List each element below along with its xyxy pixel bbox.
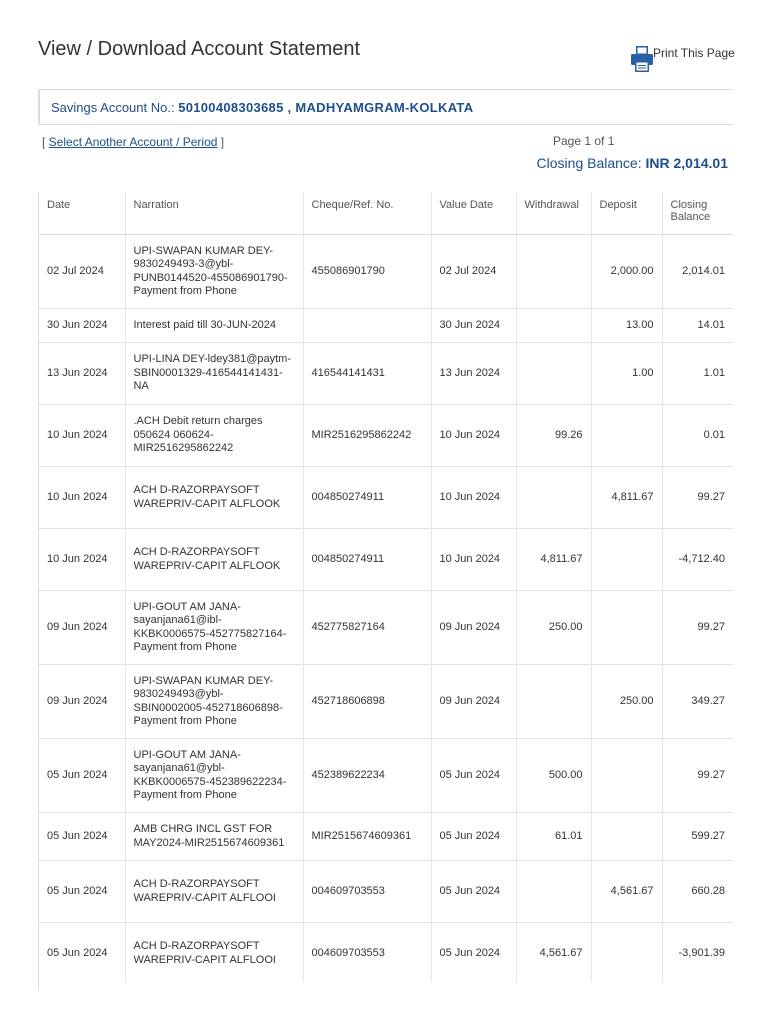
cell-narration: UPI-GOUT AM JANA-sayanjana61@ibl-KKBK0006575-452775827164-Payment from Phone xyxy=(125,591,303,665)
cell-date: 05 Jun 2024 xyxy=(39,813,125,861)
cell-ref: 004609703553 xyxy=(303,923,431,983)
cell-closing-balance: 14.01 xyxy=(662,309,733,343)
cell-ref: 452389622234 xyxy=(303,739,431,813)
account-bar xyxy=(38,89,733,125)
cell-date: 13 Jun 2024 xyxy=(39,343,125,405)
cell-narration: UPI-GOUT AM JANA-sayanjana61@ybl-KKBK0006575-452389622234-Payment from Phone xyxy=(125,739,303,813)
cell-value-date: 05 Jun 2024 xyxy=(431,923,516,983)
cell-ref: MIR2516295862242 xyxy=(303,405,431,467)
select-another-account-link[interactable]: Select Another Account / Period xyxy=(48,135,218,149)
cell-closing-balance: 660.28 xyxy=(662,861,733,923)
cell-narration: Interest paid till 30-JUN-2024 xyxy=(125,309,303,343)
cell-date: 05 Jun 2024 xyxy=(39,861,125,923)
print-page-button[interactable] xyxy=(631,44,741,74)
cell-value-date: 05 Jun 2024 xyxy=(431,813,516,861)
cell-deposit xyxy=(591,923,662,983)
cell-deposit xyxy=(591,405,662,467)
cell-date: 10 Jun 2024 xyxy=(39,529,125,591)
cell-withdrawal: 4,561.67 xyxy=(516,923,591,983)
cell-date: 30 Jun 2024 xyxy=(39,309,125,343)
bracket-open: [ xyxy=(42,135,49,149)
cell-closing-balance: 2,014.01 xyxy=(662,235,733,309)
cell-narration: ACH D-RAZORPAYSOFT WAREPRIV-CAPIT ALFLOOK xyxy=(125,467,303,529)
table-row xyxy=(39,309,733,343)
account-info xyxy=(51,100,473,115)
table-row xyxy=(39,665,733,739)
cell-value-date: 10 Jun 2024 xyxy=(431,529,516,591)
cell-closing-balance: 349.27 xyxy=(662,665,733,739)
header-deposit: Deposit xyxy=(591,192,662,235)
table-row xyxy=(39,467,733,529)
cell-closing-balance: 0.01 xyxy=(662,405,733,467)
cell-value-date: 10 Jun 2024 xyxy=(431,467,516,529)
statement-table-container xyxy=(38,192,733,982)
cell-deposit: 4,561.67 xyxy=(591,861,662,923)
table-row xyxy=(39,861,733,923)
header-closing-balance: Closing Balance xyxy=(662,192,733,235)
header-value-date: Value Date xyxy=(431,192,516,235)
cell-closing-balance: 99.27 xyxy=(662,739,733,813)
cell-withdrawal: 99.26 xyxy=(516,405,591,467)
cell-withdrawal xyxy=(516,343,591,405)
cell-withdrawal: 4,811.67 xyxy=(516,529,591,591)
cell-ref: 416544141431 xyxy=(303,343,431,405)
cell-closing-balance: 99.27 xyxy=(662,467,733,529)
cell-withdrawal: 61.01 xyxy=(516,813,591,861)
cell-closing-balance: -3,901.39 xyxy=(662,923,733,983)
cell-ref: 455086901790 xyxy=(303,235,431,309)
cell-value-date: 30 Jun 2024 xyxy=(431,309,516,343)
cell-value-date: 10 Jun 2024 xyxy=(431,405,516,467)
page-info: Page 1 of 1 xyxy=(553,134,615,148)
header-withdrawal: Withdrawal xyxy=(516,192,591,235)
closing-balance xyxy=(537,155,728,171)
cell-closing-balance: 99.27 xyxy=(662,591,733,665)
cell-narration: ACH D-RAZORPAYSOFT WAREPRIV-CAPIT ALFLOOI xyxy=(125,923,303,983)
account-label: Savings Account No.: xyxy=(51,100,179,115)
cell-withdrawal xyxy=(516,665,591,739)
cell-deposit: 4,811.67 xyxy=(591,467,662,529)
printer-icon xyxy=(631,46,653,72)
cell-deposit xyxy=(591,813,662,861)
header-date: Date xyxy=(39,192,125,235)
table-row xyxy=(39,529,733,591)
cell-deposit: 13.00 xyxy=(591,309,662,343)
cell-value-date: 09 Jun 2024 xyxy=(431,591,516,665)
table-row xyxy=(39,405,733,467)
page-title: View / Download Account Statement xyxy=(38,38,361,60)
cell-ref xyxy=(303,309,431,343)
cell-closing-balance: 1.01 xyxy=(662,343,733,405)
select-account-link-row xyxy=(42,135,224,149)
cell-date: 02 Jul 2024 xyxy=(39,235,125,309)
cell-withdrawal: 250.00 xyxy=(516,591,591,665)
cell-deposit xyxy=(591,591,662,665)
cell-deposit xyxy=(591,739,662,813)
cell-date: 09 Jun 2024 xyxy=(39,591,125,665)
account-number: 50100408303685 , MADHYAMGRAM-KOLKATA xyxy=(178,100,474,115)
table-edge xyxy=(38,982,39,990)
cell-narration: .ACH Debit return charges 050624 060624-MIR2516295862242 xyxy=(125,405,303,467)
cell-date: 05 Jun 2024 xyxy=(39,739,125,813)
header-ref: Cheque/Ref. No. xyxy=(303,192,431,235)
statement-table xyxy=(39,192,733,982)
table-row xyxy=(39,813,733,861)
cell-ref: 004609703553 xyxy=(303,861,431,923)
cell-narration: UPI-LINA DEY-ldey381@paytm-SBIN0001329-416544141431-NA xyxy=(125,343,303,405)
table-header-row xyxy=(39,192,733,235)
cell-deposit: 1.00 xyxy=(591,343,662,405)
table-row xyxy=(39,923,733,983)
cell-narration: UPI-SWAPAN KUMAR DEY-9830249493@ybl-SBIN0002005-452718606898-Payment from Phone xyxy=(125,665,303,739)
cell-withdrawal: 500.00 xyxy=(516,739,591,813)
cell-deposit xyxy=(591,529,662,591)
cell-withdrawal xyxy=(516,467,591,529)
cell-value-date: 09 Jun 2024 xyxy=(431,665,516,739)
cell-value-date: 02 Jul 2024 xyxy=(431,235,516,309)
header-narration: Narration xyxy=(125,192,303,235)
cell-narration: ACH D-RAZORPAYSOFT WAREPRIV-CAPIT ALFLOOK xyxy=(125,529,303,591)
cell-ref: 004850274911 xyxy=(303,467,431,529)
cell-ref: MIR2515674609361 xyxy=(303,813,431,861)
cell-withdrawal xyxy=(516,235,591,309)
cell-ref: 004850274911 xyxy=(303,529,431,591)
cell-deposit: 2,000.00 xyxy=(591,235,662,309)
cell-value-date: 05 Jun 2024 xyxy=(431,861,516,923)
bracket-close: ] xyxy=(217,135,225,149)
print-label: Print This Page xyxy=(653,46,735,60)
cell-deposit: 250.00 xyxy=(591,665,662,739)
cell-closing-balance: -4,712.40 xyxy=(662,529,733,591)
cell-date: 10 Jun 2024 xyxy=(39,467,125,529)
cell-date: 05 Jun 2024 xyxy=(39,923,125,983)
cell-date: 09 Jun 2024 xyxy=(39,665,125,739)
cell-date: 10 Jun 2024 xyxy=(39,405,125,467)
cell-withdrawal xyxy=(516,309,591,343)
cell-ref: 452775827164 xyxy=(303,591,431,665)
cell-withdrawal xyxy=(516,861,591,923)
closing-balance-value: INR 2,014.01 xyxy=(645,155,728,171)
closing-balance-label: Closing Balance: xyxy=(536,155,646,171)
cell-value-date: 05 Jun 2024 xyxy=(431,739,516,813)
table-row xyxy=(39,739,733,813)
cell-narration: UPI-SWAPAN KUMAR DEY-9830249493-3@ybl-PUNB0144520-455086901790-Payment from Phone xyxy=(125,235,303,309)
table-row xyxy=(39,343,733,405)
cell-narration: AMB CHRG INCL GST FOR MAY2024-MIR2515674609361 xyxy=(125,813,303,861)
cell-narration: ACH D-RAZORPAYSOFT WAREPRIV-CAPIT ALFLOOI xyxy=(125,861,303,923)
cell-value-date: 13 Jun 2024 xyxy=(431,343,516,405)
cell-ref: 452718606898 xyxy=(303,665,431,739)
cell-closing-balance: 599.27 xyxy=(662,813,733,861)
table-row xyxy=(39,235,733,309)
table-row xyxy=(39,591,733,665)
